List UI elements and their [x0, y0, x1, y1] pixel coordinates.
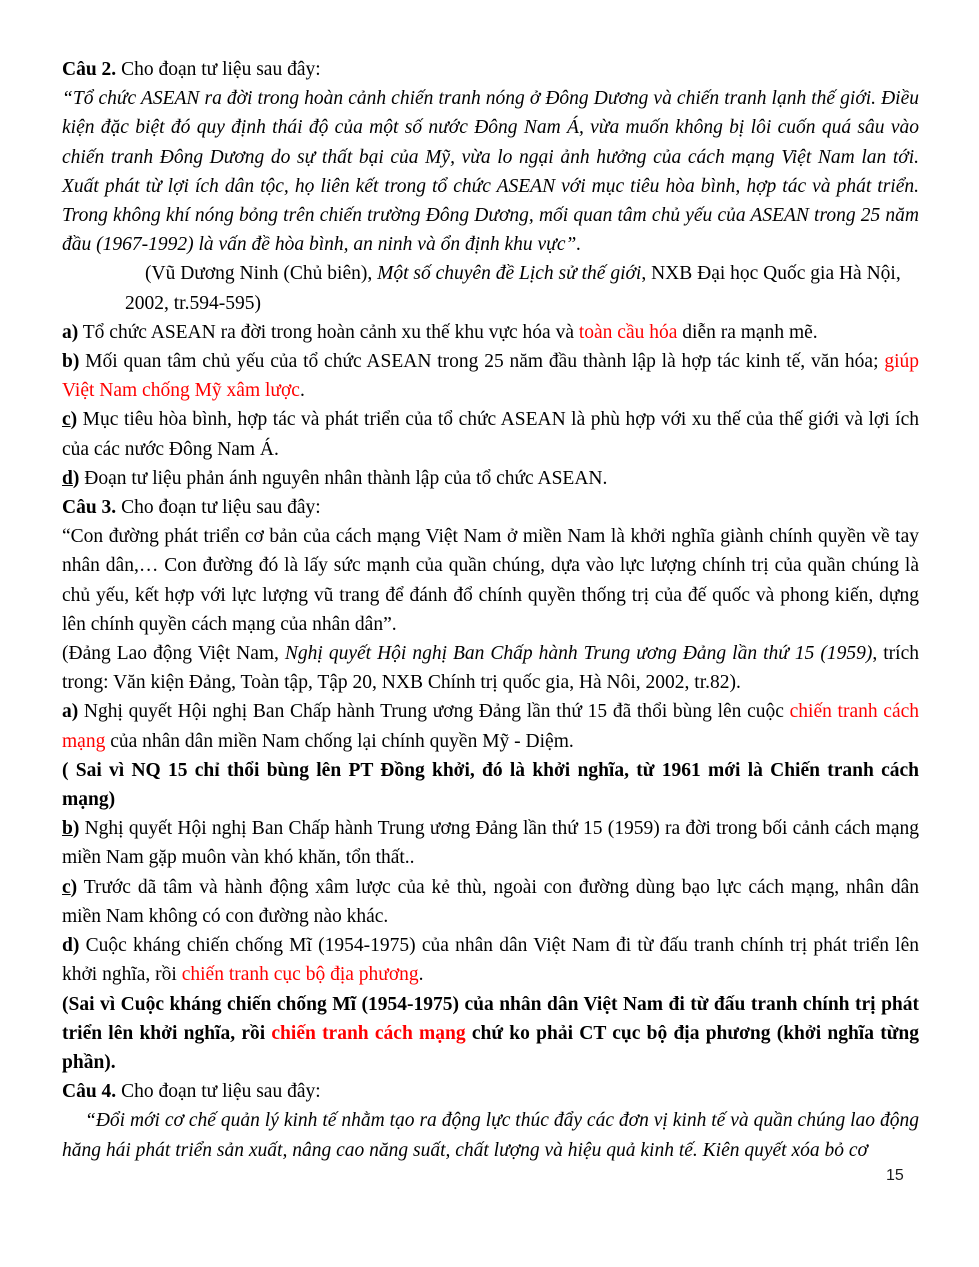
text-run: b) — [62, 351, 80, 373]
text-run: b — [62, 818, 73, 840]
text-run: diễn ra mạnh mẽ. — [677, 321, 818, 343]
text-run: Nghị quyết Hội nghị Ban Chấp hành Trung ương Đảng lần thứ 15 (1959) — [284, 643, 873, 665]
text-run: Một số chuyên đề Lịch sử thế giới — [377, 263, 642, 285]
cau2-option-b — [62, 347, 919, 405]
text-run: . — [299, 380, 305, 402]
text-run: ) — [70, 409, 78, 431]
text-run: , trích trong: Văn kiện Đảng, Toàn tập, Tập 20, NXB Chính trị quốc gia, Hà Nôi, 2002, tr.82). — [62, 643, 920, 694]
text-run: (Vũ Dương Ninh (Chủ biên), — [145, 263, 378, 285]
text-run: ) — [70, 876, 78, 898]
cau2-citation — [125, 259, 919, 317]
cau2-header — [62, 55, 919, 84]
text-run: Câu 2. — [62, 59, 117, 80]
cau3-option-c — [62, 873, 919, 931]
text-run: “Con đường phát triển cơ bản của cách mạng Việt Nam ở miền Nam là khởi nghĩa giành chính quyền về tay nhân dân,… Con đường đó là lấy sức mạnh của quần chúng, dựa vào lực lượng chính trị của quần chúng là chủ yếu, kết hợp với lực lượng vũ trang để đánh đổ chính quyền thống trị của đế quốc và phong kiến, dựng lên chính quyền cách mạng của nhân dân”. — [62, 526, 919, 635]
red-highlight-text: chiến tranh cách mạng — [62, 701, 920, 752]
cau4-header — [62, 1077, 919, 1106]
text-run: Cho đoạn tư liệu sau đây: — [116, 1081, 321, 1103]
red-highlight-text: chiến tranh cục bộ địa phương — [181, 964, 419, 986]
cau3-note-d — [62, 990, 919, 1078]
cau2-option-a — [62, 318, 919, 347]
text-run: Đoạn tư liệu phản ánh nguyên nhân thành lập của tổ chức ASEAN. — [79, 467, 608, 489]
text-run: a) — [62, 701, 79, 723]
text-run: Nghị quyết Hội nghị Ban Chấp hành Trung ương Đảng lần thứ 15 (1959) ra đời trong bối cảnh cách mạng miền Nam gặp muôn vàn khó khăn, tổn thất.. — [62, 818, 919, 869]
cau3-option-d — [62, 931, 919, 989]
text-run: Cho đoạn tư liệu sau đây: — [116, 59, 321, 80]
red-highlight-text: toàn cầu hóa — [578, 321, 678, 343]
cau2-quote — [62, 84, 919, 259]
text-run: ( Sai vì NQ 15 chỉ thổi bùng lên PT Đồng khởi, đó là khởi nghĩa, từ 1961 mới là Chiến tranh cách mạng) — [62, 759, 919, 811]
text-run: Mục tiêu hòa bình, hợp tác và phát triển của tổ chức ASEAN là phù hợp với xu thế của thế giới và lợi ích của các nước Đông Nam Á. — [62, 409, 919, 460]
text-run: a) — [62, 321, 79, 343]
text-run: Cho đoạn tư liệu sau đây: — [116, 497, 321, 519]
cau4-quote — [62, 1106, 919, 1164]
text-run: Cuộc kháng chiến chống Mĩ (1954-1975) của nhân dân Việt Nam đi từ đấu tranh chính trị phát triển lên khởi nghĩa, rồi — [62, 935, 919, 986]
cau3-note-a — [62, 756, 919, 814]
text-run: (Đảng Lao động Việt Nam, — [62, 643, 285, 665]
text-run: “Tổ chức ASEAN ra đời trong hoàn cảnh chiến tranh nóng ở Đông Dương và chiến tranh lạnh thế giới. Điều kiện đặc biệt đó quy định thái độ của một số nước Đông Nam Á, vừa muốn không bị lôi cuốn quá sâu vào chiến tranh Đông Dương do sự thất bại của Mỹ, vừa lo ngại ảnh hưởng của cách mạng Việt Nam lan tới. Xuất phát từ lợi ích dân tộc, họ liên kết trong tổ chức ASEAN với mục tiêu hòa bình, hợp tác và phát triển. Trong không khí nóng bỏng trên chiến trường Đông Dương, mối quan tâm chủ yếu của ASEAN trong 25 năm đầu (1967-1992) là vấn đề hòa bình, an ninh và ổn định khu vực”. — [62, 88, 919, 256]
text-run: Trước dã tâm và hành động xâm lược của kẻ thù, ngoài con đường dùng bạo lực cách mạng, nhân dân miền Nam không có con đường nào khác. — [62, 876, 919, 927]
text-run: Tổ chức ASEAN ra đời trong hoàn cảnh xu thế khu vực hóa và — [78, 321, 579, 343]
cau3-citation — [62, 639, 919, 697]
text-run: , NXB Đại học Quốc gia Hà Nội, 2002, tr.594-595) — [125, 263, 901, 314]
text-run: d) — [62, 935, 80, 957]
text-run: ) — [72, 467, 80, 489]
red-highlight-text: giúp Việt Nam chống Mỹ xâm lược — [62, 351, 919, 402]
text-run: . — [418, 964, 424, 986]
cau3-header — [62, 493, 919, 522]
text-run: Nghị quyết Hội nghị Ban Chấp hành Trung ương Đảng lần thứ 15 đã thổi bùng lên cuộc — [78, 701, 790, 723]
text-run: Câu 4. — [62, 1081, 117, 1103]
text-run: của nhân dân miền Nam chống lại chính quyền Mỹ - Diệm. — [105, 730, 574, 752]
cau2-option-c — [62, 405, 919, 463]
text-run: Câu 3. — [62, 497, 117, 519]
text-run: ) — [72, 818, 80, 840]
text-run: Mối quan tâm chủ yếu của tổ chức ASEAN trong 25 năm đầu thành lập là hợp tác kinh tế, văn hóa; — [79, 351, 885, 373]
cau3-option-b — [62, 814, 919, 872]
text-run: d — [62, 467, 73, 489]
text-run: (Sai vì Cuộc kháng chiến chống Mĩ (1954-1975) của nhân dân Việt Nam đi từ đấu tranh chính trị phát triển lên khởi nghĩa, rồi — [62, 993, 919, 1044]
page-number: 15 — [886, 1167, 904, 1184]
cau2-option-d — [62, 464, 919, 493]
text-run: c — [62, 409, 71, 431]
text-run: “Đổi mới cơ chế quản lý kinh tế nhằm tạo ra động lực thúc đẩy các đơn vị kinh tế và quần chúng lao động hăng hái phát triển sản xuất, nâng cao năng suất, chất lượng và hiệu quả kinh tế. Kiên quyết xóa bỏ cơ — [62, 1110, 919, 1161]
cau3-option-a — [62, 697, 919, 755]
text-run: c — [62, 876, 71, 898]
red-highlight-text: chiến tranh cách mạng — [271, 1022, 466, 1044]
document-content — [62, 55, 919, 1165]
text-run: chứ ko phải CT cục bộ địa phương (khởi nghĩa từng phần). — [62, 1022, 919, 1073]
cau3-quote — [62, 522, 919, 639]
